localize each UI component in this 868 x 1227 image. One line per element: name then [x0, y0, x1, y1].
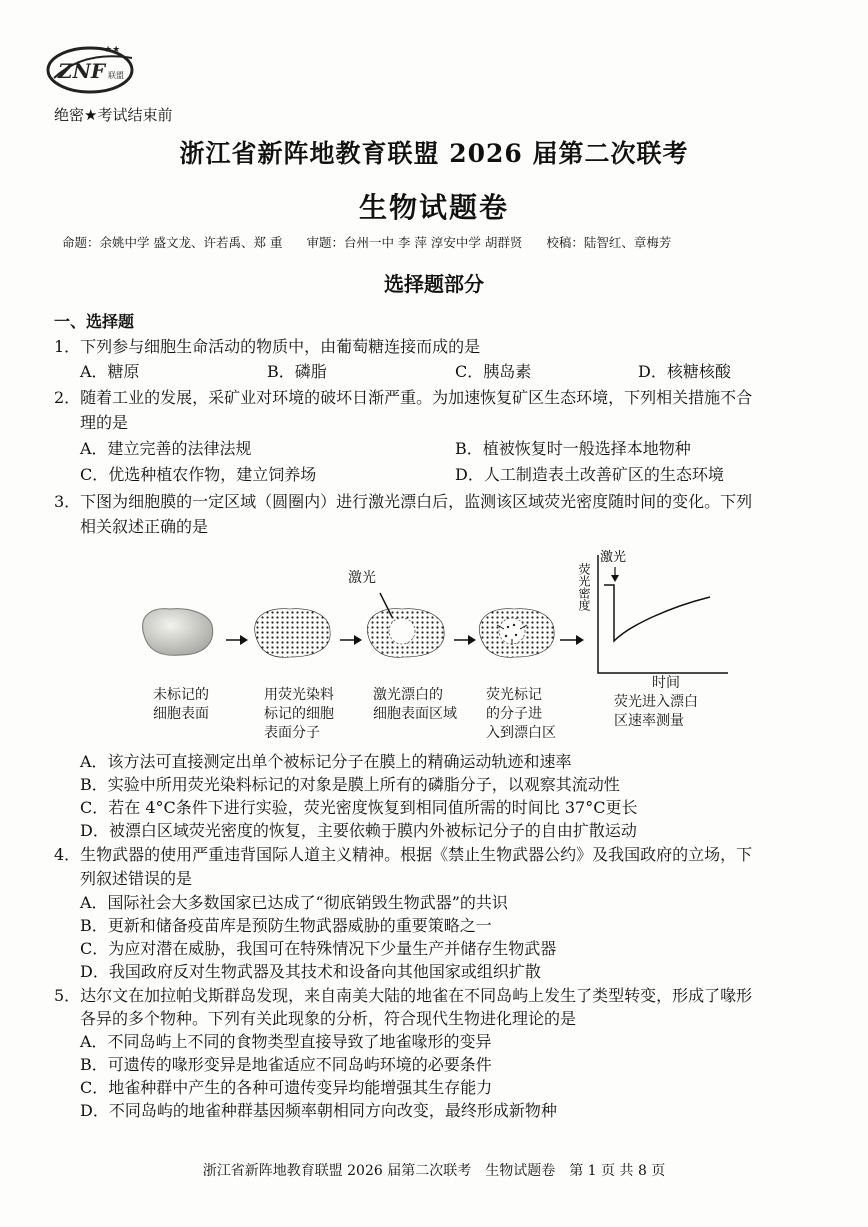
q3-option-b: B．实验中所用荧光染料标记的对象是膜上所有的磷脂分子，以观察其流动性: [80, 775, 620, 794]
author-proofreaders: 校稿：陆智红、章梅芳: [546, 235, 672, 250]
graph-x-label: 时间: [652, 675, 680, 691]
svg-text:ZNF: ZNF: [58, 59, 106, 83]
recovery-curve: [604, 585, 710, 641]
q5-option-b: B．可遗传的喙形变异是地雀适应不同岛屿环境的必要条件: [80, 1055, 492, 1074]
alliance-logo: [44, 40, 140, 96]
part-header: 一、选择题: [54, 312, 135, 331]
caption-1: 未标记的 细胞表面: [153, 687, 209, 722]
down-arrow-icon: [611, 575, 619, 582]
authors-line: [62, 233, 691, 251]
svg-text:★★: ★★: [104, 45, 121, 55]
q5-option-a: A．不同岛屿上不同的食物类型直接导致了地雀喙形的变异: [80, 1032, 492, 1051]
q4-stem-line1: 4．生物武器的使用严重违背国际人道主义精神。根据《禁止生物武器公约》及我国政府的立场，下: [54, 845, 753, 864]
q2-stem-line2: 理的是: [80, 413, 129, 432]
q1-option-b: B．磷脂: [267, 362, 327, 381]
q1-option-c: C．胰岛素: [455, 362, 532, 381]
q5-option-c: C．地雀种群中产生的各种可遗传变异均能增强其生存能力: [80, 1078, 493, 1097]
author-setters: 命题：余姚中学 盛文龙、许若禹、郑 重: [62, 235, 283, 250]
author-reviewers: 审题：台州一中 李 萍 淳安中学 胡群贤: [306, 235, 523, 250]
q2-option-a: A．建立完善的法律法规: [80, 439, 252, 458]
q4-option-d: D．我国政府反对生物武器及其技术和设备向其他国家或组织扩散: [80, 962, 541, 981]
caption-4: 荧光标记 的分子进 入到漂白区: [486, 687, 556, 741]
section-title: 选择题部分: [384, 272, 484, 296]
q1-stem: 1．下列参与细胞生命活动的物质中，由葡萄糖连接而成的是: [54, 337, 481, 356]
q4-option-c: C．为应对潜在威胁，我国可在特殊情况下少量生产并储存生物武器: [80, 939, 557, 958]
q4-option-a: A．国际社会大多数国家已达成了“彻底销毁生物武器”的共识: [80, 893, 508, 912]
q2-stem-line1: 2．随着工业的发展，采矿业对环境的破坏日渐严重。为加速恢复矿区生态环境，下列相关措施不合: [54, 388, 753, 407]
q2-option-b: B．植被恢复时一般选择本地物种: [455, 439, 691, 458]
q2-option-c: C．优选种植农作物，建立饲养场: [80, 465, 317, 484]
arrow-icon: [354, 635, 362, 645]
fluorescence-graph: [577, 549, 728, 673]
q2-option-d: D．人工制造表土改善矿区的生态环境: [455, 465, 724, 484]
laser-label: 激光: [348, 570, 376, 586]
arrow-icon: [468, 635, 476, 645]
q3-option-c: C．若在 4°C条件下进行实验，荧光密度恢复到相同值所需的时间比 37°C更长: [80, 798, 638, 817]
q3-stem-line1: 3．下图为细胞膜的一定区域（圆圈内）进行激光漂白后，监测该区域荧光密度随时间的变化。下列: [54, 492, 753, 511]
confidential-label: 绝密★考试结束前: [54, 106, 173, 124]
arrow-icon: [240, 635, 248, 645]
q5-option-d: D．不同岛屿的地雀种群基因频率朝相同方向改变，最终形成新物种: [80, 1101, 557, 1120]
arrow-icon: [576, 635, 584, 645]
frap-figure: [130, 545, 740, 685]
q3-stem-line2: 相关叙述正确的是: [80, 517, 209, 536]
q4-stem-line2: 列叙述错误的是: [80, 869, 193, 888]
q5-stem-line2: 各异的多个物种。下列有关此现象的分析，符合现代生物进化理论的是: [80, 1009, 577, 1028]
svg-text:联盟: 联盟: [108, 71, 124, 80]
graph-laser-label: 激光: [600, 550, 627, 565]
caption-5: 荧光进入漂白 区速率测量: [614, 694, 698, 729]
graph-y-label: 荧光密度: [577, 563, 591, 611]
unlabeled-cell: [143, 609, 213, 656]
q1-option-a: A．糖原: [80, 362, 140, 381]
q1-option-d: D．核糖核酸: [638, 362, 731, 381]
q5-stem-line1: 5．达尔文在加拉帕戈斯群岛发现，来自南美大陆的地雀在不同岛屿上发生了类型转变，形成了喙形: [54, 986, 753, 1005]
caption-2: 用荧光染料 标记的细胞 表面分子: [264, 687, 334, 741]
q4-option-b: B．更新和储备疫苗库是预防生物武器威胁的重要策略之一: [80, 916, 492, 935]
q3-option-a: A．该方法可直接测定出单个被标记分子在膜上的精确运动轨迹和速率: [80, 752, 572, 771]
q3-option-d: D．被漂白区域荧光密度的恢复，主要依赖于膜内外被标记分子的自由扩散运动: [80, 821, 637, 840]
exam-title: 浙江省新阵地教育联盟 2026 届第二次联考: [179, 139, 689, 168]
exam-subtitle: 生物试题卷: [358, 191, 509, 224]
labeled-cell: [255, 609, 330, 658]
caption-3: 激光漂白的 细胞表面区域: [373, 687, 457, 722]
graph-axes: [598, 555, 728, 673]
page-footer: 浙江省新阵地教育联盟 2026 届第二次联考 生物试题卷 第 1 页 共 8 页: [202, 1163, 666, 1179]
